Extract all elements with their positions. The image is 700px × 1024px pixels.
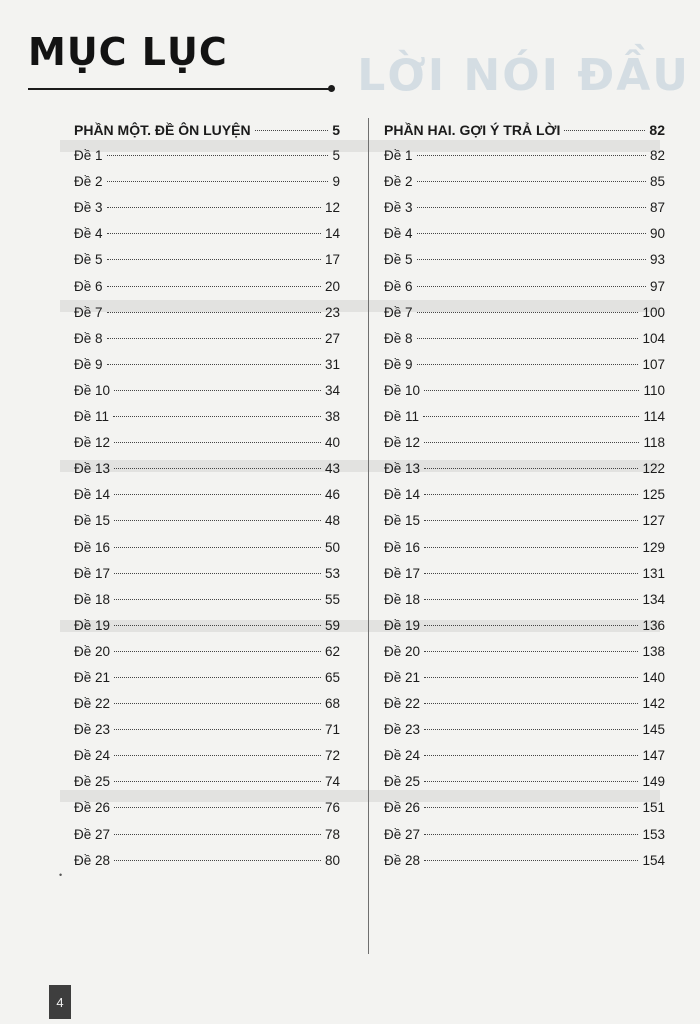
toc-entry[interactable] bbox=[384, 143, 665, 169]
toc-entry-label: Đề 11 bbox=[384, 409, 420, 425]
dot-leader bbox=[424, 547, 638, 548]
toc-page-number: 136 bbox=[642, 617, 665, 633]
dot-leader bbox=[424, 520, 638, 521]
title-underline bbox=[28, 88, 332, 90]
toc-part-one bbox=[74, 117, 340, 874]
toc-entry[interactable] bbox=[384, 561, 665, 587]
toc-entry[interactable] bbox=[74, 743, 340, 769]
toc-page-number: 65 bbox=[324, 669, 340, 685]
toc-page-number: 97 bbox=[649, 278, 665, 294]
toc-entry[interactable] bbox=[74, 169, 340, 195]
toc-section-header-part-one[interactable] bbox=[74, 117, 340, 143]
dot-leader bbox=[107, 181, 329, 182]
dot-leader bbox=[114, 703, 321, 704]
toc-entry-label: Đề 16 bbox=[384, 539, 421, 555]
dot-leader bbox=[424, 729, 638, 730]
toc-page-number: 9 bbox=[332, 174, 340, 190]
toc-page-number: 100 bbox=[642, 304, 665, 320]
dot-leader bbox=[107, 286, 321, 287]
toc-entry[interactable] bbox=[74, 717, 340, 743]
toc-entry-label: Đề 10 bbox=[74, 382, 111, 398]
toc-entry-label: Đề 9 bbox=[74, 356, 103, 372]
dot-leader bbox=[114, 807, 321, 808]
toc-entry[interactable] bbox=[74, 352, 340, 378]
toc-entry[interactable] bbox=[74, 822, 340, 848]
dot-leader bbox=[417, 286, 646, 287]
toc-entry-label: Đề 28 bbox=[74, 852, 111, 868]
dot-leader bbox=[107, 207, 321, 208]
toc-entry[interactable] bbox=[74, 404, 340, 430]
dot-leader bbox=[424, 390, 639, 391]
toc-entry-label: Đề 9 bbox=[384, 356, 413, 372]
toc-page-number: 134 bbox=[642, 591, 665, 607]
toc-entry-label: Đề 13 bbox=[384, 461, 421, 477]
page-number: 4 bbox=[49, 985, 71, 1019]
toc-entry-label: Đề 24 bbox=[74, 748, 111, 764]
toc-entry-label: Đề 28 bbox=[384, 852, 421, 868]
toc-entry[interactable] bbox=[74, 587, 340, 613]
dot-leader bbox=[114, 781, 321, 782]
toc-page-number: 85 bbox=[649, 174, 665, 190]
toc-section-title: PHẦN MỘT. ĐỀ ÔN LUYỆN bbox=[74, 122, 251, 138]
toc-page-number: 127 bbox=[642, 513, 665, 529]
toc-entry[interactable] bbox=[384, 378, 665, 404]
toc-list-part-two bbox=[384, 143, 665, 874]
toc-entry-label: Đề 12 bbox=[384, 435, 421, 451]
toc-entry[interactable] bbox=[384, 169, 665, 195]
toc-entry[interactable] bbox=[74, 195, 340, 221]
dot-leader bbox=[417, 181, 646, 182]
toc-entry-label: Đề 5 bbox=[74, 252, 103, 268]
dot-leader bbox=[255, 130, 329, 131]
toc-entry-label: Đề 26 bbox=[384, 800, 421, 816]
toc-page-number: 87 bbox=[649, 200, 665, 216]
toc-page-number: 114 bbox=[643, 409, 665, 425]
toc-entry-label: Đề 3 bbox=[74, 200, 103, 216]
dot-leader bbox=[424, 625, 638, 626]
toc-entry-label: Đề 15 bbox=[384, 513, 421, 529]
toc-entry[interactable] bbox=[384, 613, 665, 639]
dot-leader bbox=[417, 207, 646, 208]
toc-entry[interactable] bbox=[384, 221, 665, 247]
dot-leader bbox=[114, 625, 321, 626]
toc-page-number: 5 bbox=[332, 148, 340, 164]
dot-leader bbox=[417, 233, 646, 234]
toc-section-header-part-two[interactable] bbox=[384, 117, 665, 143]
toc-page-number: 20 bbox=[324, 278, 340, 294]
toc-section-title: PHẦN HAI. GỢI Ý TRẢ LỜI bbox=[384, 122, 561, 138]
toc-entry-label: Đề 15 bbox=[74, 513, 111, 529]
dot-leader bbox=[424, 468, 638, 469]
toc-entry[interactable] bbox=[384, 326, 665, 352]
toc-page-number: 27 bbox=[324, 330, 340, 346]
toc-page-number: 59 bbox=[324, 617, 340, 633]
dot-leader bbox=[107, 364, 321, 365]
toc-entry[interactable] bbox=[384, 430, 665, 456]
toc-entry-label: Đề 21 bbox=[74, 669, 111, 685]
dot-leader bbox=[114, 573, 321, 574]
toc-entry[interactable] bbox=[384, 300, 665, 326]
toc-page-number: 151 bbox=[642, 800, 665, 816]
toc-page-number: 31 bbox=[324, 356, 340, 372]
toc-entry-label: Đề 14 bbox=[74, 487, 111, 503]
toc-page-number: 55 bbox=[324, 591, 340, 607]
toc-entry-label: Đề 8 bbox=[74, 330, 103, 346]
toc-entry-label: Đề 6 bbox=[384, 278, 413, 294]
toc-page-number: 142 bbox=[642, 696, 665, 712]
toc-entry[interactable] bbox=[74, 848, 340, 874]
toc-entry[interactable] bbox=[384, 769, 665, 795]
toc-list-part-one bbox=[74, 143, 340, 874]
toc-entry[interactable] bbox=[384, 535, 665, 561]
toc-entry-label: Đề 23 bbox=[384, 722, 421, 738]
page-title: MỤC LỤC bbox=[28, 30, 228, 74]
toc-entry-label: Đề 11 bbox=[74, 409, 110, 425]
toc-entry-label: Đề 1 bbox=[384, 148, 413, 164]
toc-page-number: 80 bbox=[324, 852, 340, 868]
toc-entry-label: Đề 18 bbox=[384, 591, 421, 607]
dot-leader bbox=[424, 781, 638, 782]
toc-page-number: 82 bbox=[649, 148, 665, 164]
dot-leader bbox=[114, 520, 321, 521]
toc-page-number: 14 bbox=[324, 226, 340, 242]
toc-entry-label: Đề 1 bbox=[74, 148, 103, 164]
dot-leader bbox=[114, 834, 321, 835]
dot-leader bbox=[114, 599, 321, 600]
column-divider bbox=[368, 118, 369, 954]
dot-leader bbox=[417, 259, 646, 260]
toc-page-number: 76 bbox=[324, 800, 340, 816]
dot-leader bbox=[107, 259, 321, 260]
dot-leader bbox=[107, 338, 321, 339]
toc-page-number: 131 bbox=[642, 565, 665, 581]
dot-leader bbox=[114, 494, 321, 495]
dot-leader bbox=[107, 312, 321, 313]
toc-page-number: 140 bbox=[642, 669, 665, 685]
dot-leader bbox=[114, 651, 321, 652]
dot-leader bbox=[417, 312, 639, 313]
toc-page-number: 74 bbox=[324, 774, 340, 790]
toc-entry[interactable] bbox=[74, 456, 340, 482]
toc-entry-label: Đề 8 bbox=[384, 330, 413, 346]
dot-leader bbox=[114, 860, 321, 861]
toc-entry[interactable] bbox=[384, 508, 665, 534]
bullet-mark: • bbox=[59, 870, 63, 880]
toc-entry[interactable] bbox=[384, 717, 665, 743]
toc-page-number: 62 bbox=[324, 643, 340, 659]
toc-entry-label: Đề 13 bbox=[74, 461, 111, 477]
toc-entry[interactable] bbox=[74, 221, 340, 247]
toc-entry[interactable] bbox=[74, 143, 340, 169]
toc-entry-label: Đề 18 bbox=[74, 591, 111, 607]
dot-leader bbox=[424, 703, 638, 704]
toc-entry-label: Đề 3 bbox=[384, 200, 413, 216]
toc-entry-label: Đề 4 bbox=[384, 226, 413, 242]
toc-entry-label: Đề 20 bbox=[384, 643, 421, 659]
dot-leader bbox=[424, 807, 638, 808]
toc-page-number: 149 bbox=[642, 774, 665, 790]
toc-entry-label: Đề 16 bbox=[74, 539, 111, 555]
toc-page-number: 104 bbox=[642, 330, 665, 346]
toc-entry-label: Đề 17 bbox=[384, 565, 421, 581]
toc-page-number: 71 bbox=[324, 722, 340, 738]
toc-entry[interactable] bbox=[384, 665, 665, 691]
underline-dot bbox=[328, 85, 335, 92]
toc-entry[interactable] bbox=[384, 795, 665, 821]
toc-entry[interactable] bbox=[74, 535, 340, 561]
dot-leader bbox=[114, 390, 321, 391]
toc-entry[interactable] bbox=[384, 743, 665, 769]
toc-entry-label: Đề 24 bbox=[384, 748, 421, 764]
toc-page-number: 68 bbox=[324, 696, 340, 712]
background-heading: LỜI NÓI ĐẦU bbox=[357, 50, 690, 101]
dot-leader bbox=[107, 155, 329, 156]
toc-entry[interactable] bbox=[74, 430, 340, 456]
toc-entry-label: Đề 7 bbox=[384, 304, 413, 320]
dot-leader bbox=[424, 755, 638, 756]
toc-entry[interactable] bbox=[384, 691, 665, 717]
toc-page-number: 129 bbox=[642, 539, 665, 555]
dot-leader bbox=[114, 755, 321, 756]
dot-leader bbox=[114, 442, 321, 443]
toc-page-number: 43 bbox=[324, 461, 340, 477]
toc-entry[interactable] bbox=[384, 247, 665, 273]
toc-entry[interactable] bbox=[74, 769, 340, 795]
toc-page-number: 46 bbox=[324, 487, 340, 503]
toc-entry[interactable] bbox=[74, 274, 340, 300]
dot-leader bbox=[424, 677, 638, 678]
toc-entry-label: Đề 26 bbox=[74, 800, 111, 816]
toc-entry-label: Đề 21 bbox=[384, 669, 421, 685]
toc-page-number: 118 bbox=[643, 435, 665, 451]
dot-leader bbox=[423, 416, 639, 417]
toc-page-number: 23 bbox=[324, 304, 340, 320]
toc-entry-label: Đề 27 bbox=[74, 826, 111, 842]
toc-entry-label: Đề 2 bbox=[74, 174, 103, 190]
toc-entry[interactable] bbox=[384, 456, 665, 482]
toc-entry-label: Đề 17 bbox=[74, 565, 111, 581]
dot-leader bbox=[424, 494, 638, 495]
toc-page-number: 93 bbox=[649, 252, 665, 268]
toc-entry-label: Đề 27 bbox=[384, 826, 421, 842]
dot-leader bbox=[114, 468, 321, 469]
toc-entry-label: Đề 6 bbox=[74, 278, 103, 294]
dot-leader bbox=[114, 677, 321, 678]
dot-leader bbox=[113, 416, 321, 417]
toc-entry[interactable] bbox=[384, 195, 665, 221]
toc-page-number: 50 bbox=[324, 539, 340, 555]
toc-page-number: 48 bbox=[324, 513, 340, 529]
toc-entry[interactable] bbox=[74, 561, 340, 587]
dot-leader bbox=[564, 130, 645, 131]
dot-leader bbox=[114, 547, 321, 548]
toc-entry[interactable] bbox=[384, 587, 665, 613]
toc-entry-label: Đề 10 bbox=[384, 382, 421, 398]
toc-entry-label: Đề 20 bbox=[74, 643, 111, 659]
dot-leader bbox=[424, 599, 638, 600]
toc-part-two bbox=[384, 117, 665, 874]
toc-entry-label: Đề 12 bbox=[74, 435, 111, 451]
dot-leader bbox=[114, 729, 321, 730]
toc-page-number: 153 bbox=[642, 826, 665, 842]
toc-entry[interactable] bbox=[74, 326, 340, 352]
dot-leader bbox=[417, 155, 646, 156]
toc-page-number: 5 bbox=[332, 122, 340, 138]
toc-page-number: 40 bbox=[324, 435, 340, 451]
toc-page-number: 78 bbox=[324, 826, 340, 842]
toc-entry[interactable] bbox=[384, 352, 665, 378]
toc-page-number: 122 bbox=[642, 461, 665, 477]
toc-entry-label: Đề 22 bbox=[384, 696, 421, 712]
toc-entry[interactable] bbox=[74, 378, 340, 404]
toc-page-number: 38 bbox=[324, 409, 340, 425]
toc-page-number: 147 bbox=[642, 748, 665, 764]
toc-entry-label: Đề 23 bbox=[74, 722, 111, 738]
dot-leader bbox=[424, 573, 638, 574]
toc-entry[interactable] bbox=[74, 508, 340, 534]
toc-page-number: 82 bbox=[649, 122, 665, 138]
toc-page-number: 12 bbox=[324, 200, 340, 216]
dot-leader bbox=[107, 233, 321, 234]
dot-leader bbox=[424, 442, 639, 443]
toc-entry-label: Đề 4 bbox=[74, 226, 103, 242]
toc-entry[interactable] bbox=[74, 665, 340, 691]
dot-leader bbox=[424, 651, 638, 652]
toc-entry[interactable] bbox=[74, 482, 340, 508]
toc-entry[interactable] bbox=[74, 300, 340, 326]
dot-leader bbox=[424, 834, 638, 835]
toc-page-number: 125 bbox=[642, 487, 665, 503]
toc-entry[interactable] bbox=[384, 848, 665, 874]
toc-entry[interactable] bbox=[74, 639, 340, 665]
toc-page-number: 90 bbox=[649, 226, 665, 242]
toc-page-number: 72 bbox=[324, 748, 340, 764]
toc-page-number: 138 bbox=[642, 643, 665, 659]
toc-page-number: 17 bbox=[324, 252, 340, 268]
toc-page-number: 154 bbox=[642, 852, 665, 868]
toc-page-number: 110 bbox=[643, 382, 665, 398]
toc-entry[interactable] bbox=[384, 274, 665, 300]
toc-entry[interactable] bbox=[74, 247, 340, 273]
toc-entry[interactable] bbox=[384, 822, 665, 848]
toc-entry-label: Đề 19 bbox=[384, 617, 421, 633]
toc-entry-label: Đề 22 bbox=[74, 696, 111, 712]
toc-entry[interactable] bbox=[384, 482, 665, 508]
dot-leader bbox=[417, 364, 639, 365]
toc-entry-label: Đề 7 bbox=[74, 304, 103, 320]
toc-entry-label: Đề 25 bbox=[74, 774, 111, 790]
dot-leader bbox=[417, 338, 639, 339]
toc-entry-label: Đề 2 bbox=[384, 174, 413, 190]
toc-page-number: 145 bbox=[642, 722, 665, 738]
toc-entry-label: Đề 5 bbox=[384, 252, 413, 268]
dot-leader bbox=[424, 860, 638, 861]
toc-page-number: 53 bbox=[324, 565, 340, 581]
toc-entry[interactable] bbox=[74, 795, 340, 821]
toc-entry[interactable] bbox=[74, 613, 340, 639]
toc-page-number: 34 bbox=[324, 382, 340, 398]
toc-entry-label: Đề 25 bbox=[384, 774, 421, 790]
toc-page-number: 107 bbox=[642, 356, 665, 372]
toc-entry-label: Đề 19 bbox=[74, 617, 111, 633]
toc-entry[interactable] bbox=[384, 404, 665, 430]
toc-entry[interactable] bbox=[74, 691, 340, 717]
toc-entry[interactable] bbox=[384, 639, 665, 665]
toc-entry-label: Đề 14 bbox=[384, 487, 421, 503]
